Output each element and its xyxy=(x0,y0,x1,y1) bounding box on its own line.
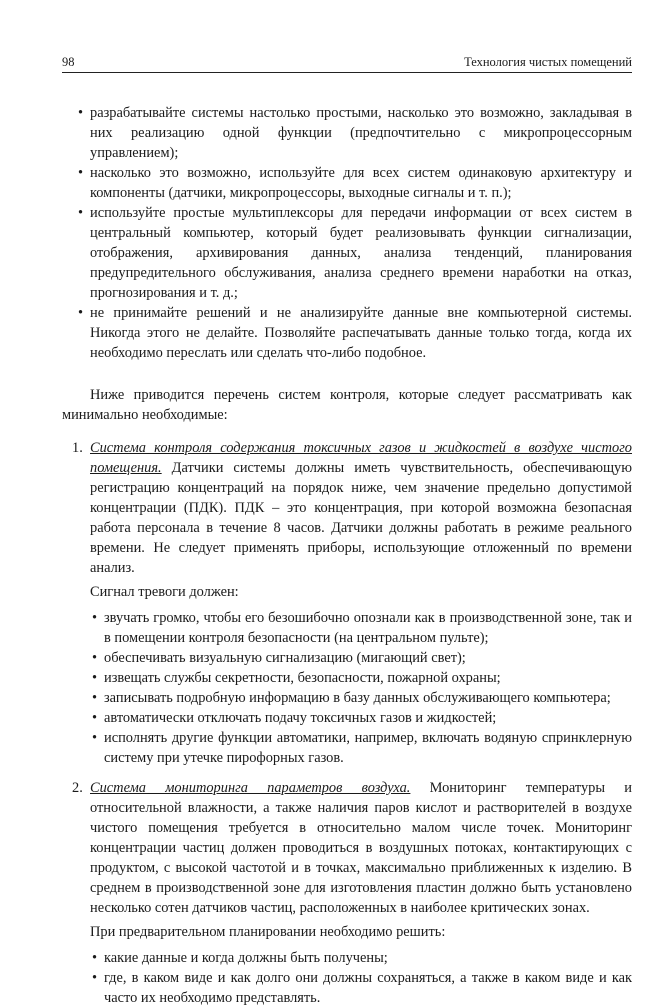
list-item: • извещать службы секретности, безопасности, пожарной охраны; xyxy=(92,670,501,686)
list-item: • где, в каком виде и как долго они должны сохраняться, а также в каком виде и как часто их необходимо представлять. xyxy=(92,970,632,1006)
section-title: Система мониторинга параметров воздуха. xyxy=(90,780,411,796)
list-item: • разрабатывайте системы настолько простыми, насколько это возможно, закладывая в них реализацию одной функции (предпочтительно с микропроцессорным управлением); xyxy=(78,105,632,161)
planning-list xyxy=(90,948,632,1008)
section-body: Датчики системы должны иметь чувствительность, обеспечивающую регистрацию концентраций на порядок ниже, чем значение предельно допустимой концентрации (ПДК). ПДК – это концентрация, при которой возможна безопасная работа персонала в течение 8 часов. Датчики должны работать в режиме реального времени. Не следует применять приборы, использующие отложенный по времени анализ. xyxy=(90,460,632,576)
bullet-icon: • xyxy=(92,730,98,746)
list-item: • используйте простые мультиплексоры для передачи информации от всех систем в центральный компьютер, который будет реализовывать функции сигнализации, отображения, архивирования данных, анализа тенденций, планирования предупредительного обслуживания, анализа среднего времени наработки на отказ, прогнозирования и т. д.; xyxy=(78,205,632,301)
section-number: 1. xyxy=(72,440,83,456)
systems-list xyxy=(62,438,632,1008)
section-paragraph xyxy=(90,438,632,578)
bullet-icon: • xyxy=(92,710,98,726)
bullet-icon: • xyxy=(78,305,84,321)
section-number: 2. xyxy=(72,780,83,796)
list-item: • автоматически отключать подачу токсичных газов и жидкостей; xyxy=(92,710,497,726)
running-title: Технология чистых помещений xyxy=(464,55,632,69)
section-body: Мониторинг температуры и относительной влажности, а также наличия паров кислот и растворителей в воздухе чистого помещения требуется в относительно малом числе точек. Мониторинг концентрации частиц должен проводиться в воздушных потоках, контактирующих с продуктом, с высокой частотой и в точках, максимально приближенных к изделию. В среднем в производственной зоне для изготовления пластин должно быть установлено несколько сотен датчиков частиц, расположенных в наиболее критических зонах. xyxy=(90,780,632,916)
page-number: 98 xyxy=(62,55,75,69)
list-item: • исполнять другие функции автоматики, например, включать водяную спринклерную систему при утечке пирофорных газов. xyxy=(92,730,632,766)
intro-paragraph: Ниже приводится перечень систем контроля, которые следует рассматривать как минимально необходимые: xyxy=(62,387,632,423)
sub-intro: Сигнал тревоги должен: xyxy=(90,584,239,600)
bullet-icon: • xyxy=(92,950,98,966)
bullet-icon: • xyxy=(78,205,84,221)
header-rule xyxy=(62,72,632,73)
section-toxic-gas-monitoring xyxy=(62,438,632,768)
bullet-icon: • xyxy=(92,970,98,986)
section-title: Система контроля содержания токсичных газов и жидкостей в воздухе чистого помещения. xyxy=(90,440,632,476)
list-item: • насколько это возможно, используйте для всех систем одинаковую архитектуру и компоненты (датчики, микропроцессоры, выходные сигналы и т. п.); xyxy=(78,165,632,201)
list-item: • какие данные и когда должны быть получены; xyxy=(92,950,388,966)
alarm-requirements-list xyxy=(90,608,632,768)
bullet-icon: • xyxy=(92,670,98,686)
bullet-icon: • xyxy=(92,690,98,706)
page-header xyxy=(62,55,632,73)
sub-intro: При предварительном планировании необходимо решить: xyxy=(90,924,446,940)
body-text xyxy=(62,103,632,1008)
bullet-icon: • xyxy=(78,105,84,121)
list-item: • обеспечивать визуальную сигнализацию (мигающий свет); xyxy=(92,650,466,666)
section-paragraph xyxy=(90,778,632,918)
list-item: • звучать громко, чтобы его безошибочно опознали как в производственной зоне, так и в помещении контроля безопасности (на центральном пульте); xyxy=(92,610,632,646)
list-item: • записывать подробную информацию в базу данных обслуживающего компьютера; xyxy=(92,690,611,706)
bullet-icon: • xyxy=(92,610,98,626)
recommendations-list xyxy=(62,103,632,363)
section-air-monitoring xyxy=(62,778,632,1008)
list-item: • не принимайте решений и не анализируйте данные вне компьютерной системы. Никогда этого не делайте. Позволяйте распечатывать данные только тогда, когда их необходимо переслать или сделать что-либо подобное. xyxy=(78,305,632,361)
bullet-icon: • xyxy=(92,650,98,666)
bullet-icon: • xyxy=(78,165,84,181)
